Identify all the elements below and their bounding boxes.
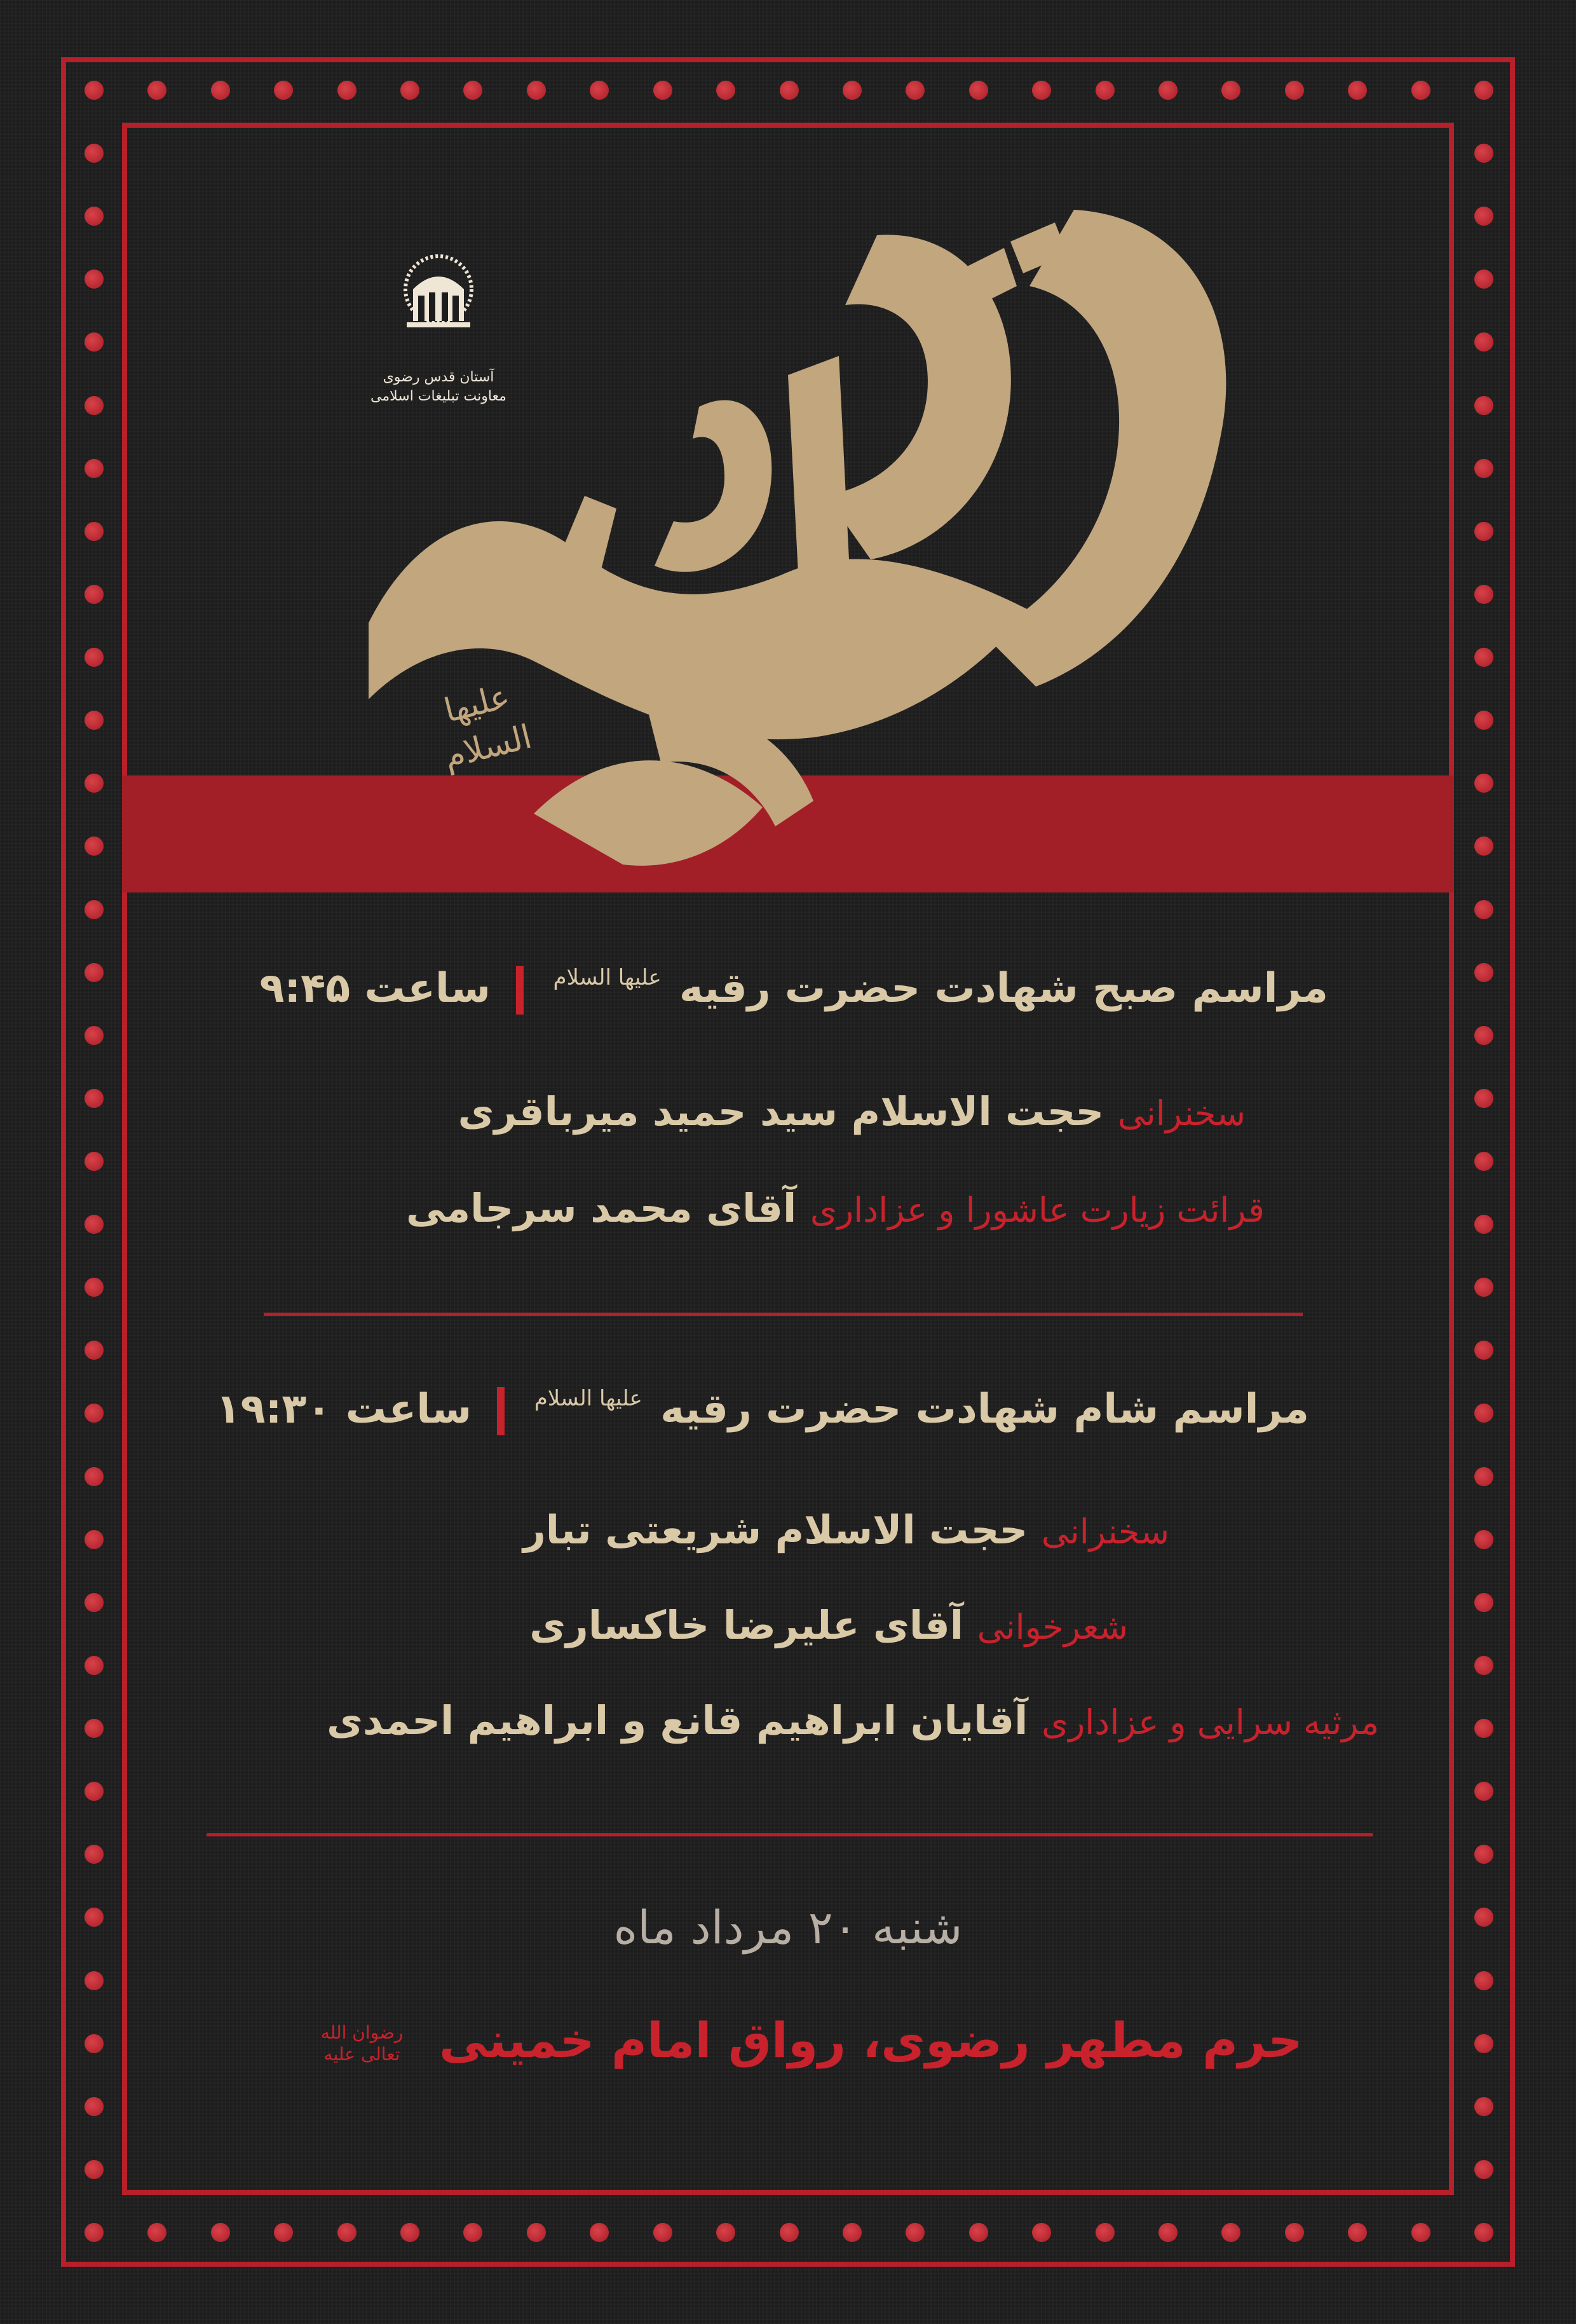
section-divider-1 bbox=[264, 1313, 1303, 1316]
venue-text: حرم مطهر رضوی، رواق امام خمینی bbox=[439, 2012, 1303, 2068]
evening-person-1: حجت الاسلام شریعتی تبار bbox=[523, 1507, 1028, 1553]
evening-separator bbox=[497, 1387, 505, 1435]
event-date-text: شنبه ۲۰ مرداد ماه bbox=[613, 1901, 963, 1954]
evening-row-1 bbox=[523, 1507, 1169, 1553]
evening-time-value: ۱۹:۳۰ bbox=[215, 1386, 332, 1433]
morning-time-value: ۹:۴۵ bbox=[259, 965, 351, 1012]
venue-line bbox=[315, 2012, 1303, 2068]
morning-person-2: آقای محمد سرجامی bbox=[406, 1185, 797, 1231]
logo-line-2: معاونت تبلیغات اسلامی bbox=[370, 388, 506, 404]
event-date bbox=[0, 1901, 1576, 1954]
evening-role-3: مرثیه سرایی و عزاداری bbox=[1041, 1702, 1379, 1742]
evening-honorific: علیها السلام bbox=[534, 1386, 642, 1411]
morning-role-2: قرائت زیارت عاشورا و عزاداری bbox=[810, 1190, 1265, 1230]
logo-line-1: آستان قدس رضوی bbox=[383, 369, 494, 385]
venue-honorific: رضوان الله تعالی علیه bbox=[320, 2022, 404, 2065]
evening-time-label: ساعت bbox=[345, 1386, 472, 1433]
shrine-emblem-icon bbox=[369, 251, 508, 366]
morning-time-label: ساعت bbox=[364, 965, 491, 1012]
astan-quds-logo bbox=[369, 251, 508, 416]
morning-heading: مراسم صبح شهادت حضرت رقیه bbox=[679, 965, 1328, 1012]
evening-row-2 bbox=[529, 1602, 1128, 1648]
evening-role-2: شعرخوانی bbox=[977, 1607, 1128, 1647]
evening-heading: مراسم شام شهادت حضرت رقیه bbox=[660, 1386, 1309, 1433]
evening-heading-line bbox=[216, 1386, 1309, 1435]
morning-row-1 bbox=[458, 1088, 1246, 1135]
morning-separator bbox=[516, 966, 524, 1015]
evening-person-3: آقایان ابراهیم قانع و ابراهیم احمدی bbox=[327, 1697, 1028, 1744]
morning-row-2 bbox=[406, 1185, 1265, 1231]
morning-honorific: علیها السلام bbox=[553, 965, 662, 990]
evening-role-1: سخنرانی bbox=[1041, 1512, 1169, 1552]
morning-heading-line bbox=[259, 965, 1328, 1015]
morning-person-1: حجت الاسلام سید حمید میرباقری bbox=[458, 1088, 1104, 1135]
title-honorific-text: علیها السلام bbox=[440, 677, 536, 777]
section-divider-2 bbox=[207, 1833, 1373, 1836]
evening-person-2: آقای علیرضا خاکساری bbox=[529, 1602, 963, 1648]
evening-row-3 bbox=[327, 1697, 1379, 1744]
logo-caption bbox=[369, 368, 508, 406]
morning-role-1: سخنرانی bbox=[1117, 1093, 1246, 1133]
